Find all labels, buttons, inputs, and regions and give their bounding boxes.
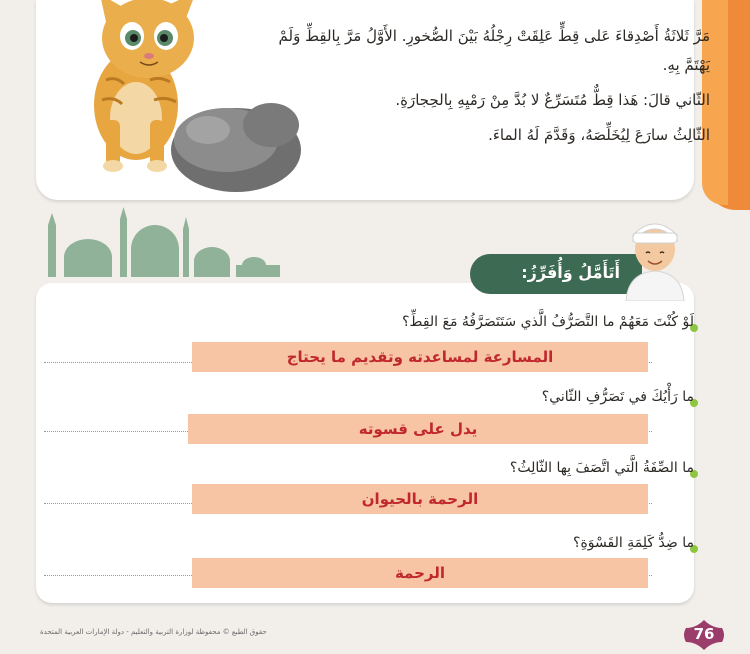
story-line-1: مَرَّ ثَلاثَةُ أَصْدِقاءَ عَلى قِطٍّ عَلِقَتْ رِجْلُهُ بَيْنَ الصُّخورِ. الأَوَّلُ مَرَّ بِالقِطِّ وَلَمْ يَهْتَمَّ بِهِ.	[278, 27, 710, 74]
question-2: ما رَأْيُكَ في تَصَرُّفِ الثّاني؟	[541, 389, 694, 405]
page-number: 76	[693, 625, 715, 643]
section-title: أَتَأَمَّلُ وَأُفَرِّزُ:	[521, 263, 620, 282]
copyright-footer: حقوق الطبع © محفوظة لوزارة التربية والتعليم - دولة الإمارات العربية المتحدة	[40, 628, 267, 636]
answer-4: الرحمة	[192, 558, 648, 588]
answer-1: المسارعة لمساعدته وتقديم ما يحتاج	[192, 342, 648, 372]
answer-3: الرحمة بالحيوان	[192, 484, 648, 514]
mosque-silhouette-decoration	[40, 205, 280, 277]
question-1: لَوْ كُنْتَ مَعَهُمْ ما التَّصَرُّفُ الَّذي سَتَتَصَرَّفُهُ مَعَ القِطِّ؟	[402, 314, 694, 330]
cat-illustration	[36, 0, 306, 200]
story-paragraph	[270, 22, 710, 150]
answer-2: يدل على قسوته	[188, 414, 648, 444]
boy-avatar-illustration	[618, 213, 692, 301]
question-4: ما ضِدُّ كَلِمَةِ القَسْوَةِ؟	[573, 535, 694, 551]
question-3: ما الصِّفَةُ الَّتي اتَّصَفَ بِها الثّالِثُ؟	[509, 460, 694, 476]
story-line-2: الثّاني قالَ: هَذا قِطٌّ مُتَسَرِّعٌ لا بُدَّ مِنْ رَمْيِهِ بِالحِجارَةِ.	[395, 91, 710, 109]
story-line-3: الثّالِثُ سارَعَ لِيُخَلِّصَهُ، وَقَدَّمَ لَهُ الماءَ.	[488, 126, 710, 144]
section-title-banner	[470, 254, 642, 294]
